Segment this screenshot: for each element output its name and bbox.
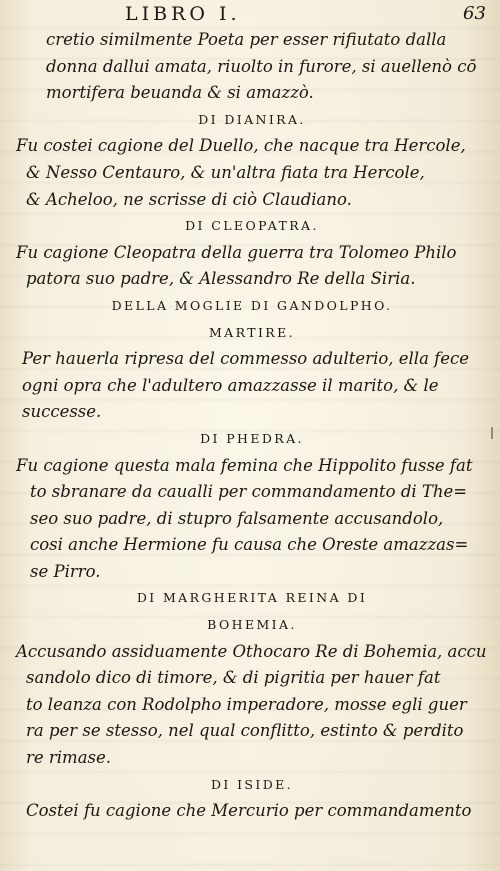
text-line: Fu cagione Cleopatra della guerra tra Tolomeo Philo xyxy=(16,242,457,262)
text-line: Fu cagione questa mala femina che Hippolito fusse fat xyxy=(16,455,473,475)
section-heading: DI DIANIRA. xyxy=(198,111,306,127)
text-line: ra per se stesso, nel qual conflitto, estinto & perdito xyxy=(26,721,464,741)
section-heading: DELLA MOGLIE DI GANDOLPHO. xyxy=(111,297,393,313)
section-subheading: MARTIRE. xyxy=(208,324,295,340)
text-line: & Nesso Centauro, & un'altra fiata tra Hercole, xyxy=(26,162,425,182)
text-line: seo suo padre, di stupro falsamente accusandolo, xyxy=(30,508,444,528)
section-heading-continued: BOHEMIA. xyxy=(207,617,297,633)
section-heading: DI MARGHERITA REINA DI xyxy=(136,590,368,606)
body-text xyxy=(16,27,488,825)
section-heading: DI ISIDE. xyxy=(210,776,294,792)
section-heading: DI PHEDRA. xyxy=(200,430,304,446)
text-line: to leanza con Rodolpho imperadore, mosse egli guer xyxy=(26,694,467,714)
text-line: & Acheloo, ne scrisse di ciò Claudiano. xyxy=(26,189,352,209)
section-heading: DI CLEOPATRA. xyxy=(185,218,319,234)
page-header xyxy=(0,2,500,26)
text-line: patora suo padre, & Alessandro Re della Siria. xyxy=(26,269,416,289)
text-line: Costei fu cagione che Mercurio per commandamento xyxy=(26,801,472,821)
text-line: to sbranare da caualli per commandamento di The= xyxy=(30,482,468,502)
running-title: LIBRO I. xyxy=(125,3,241,25)
text-line: se Pirro. xyxy=(30,561,101,581)
text-line: successe. xyxy=(22,402,102,422)
text-line: re rimase. xyxy=(26,748,112,768)
page-number: 63 xyxy=(463,3,486,24)
text-line: Accusando assiduamente Othocaro Re di Bohemia, accu xyxy=(16,641,487,661)
text-line: cretio similmente Poeta per esser rifiutato dalla xyxy=(46,30,447,49)
text-line: Per hauerla ripresa del commesso adulterio, ella fece xyxy=(22,349,470,369)
text-line: mortifera beuanda & si amazzò. xyxy=(46,83,314,103)
text-line: sandolo dico di timore, & di pigritia per hauer fat xyxy=(26,668,441,688)
text-line: Fu costei cagione del Duello, che nacque tra Hercole, xyxy=(16,136,466,156)
text-line: donna dallui amata, riuolto in furore, si auellenò cō xyxy=(46,56,477,76)
text-line: cosi anche Hermione fu causa che Oreste amazzas= xyxy=(30,535,469,555)
text-line: ogni opra che l'adultero amazzasse il marito, & le xyxy=(22,375,439,395)
margin-mark xyxy=(491,427,493,439)
